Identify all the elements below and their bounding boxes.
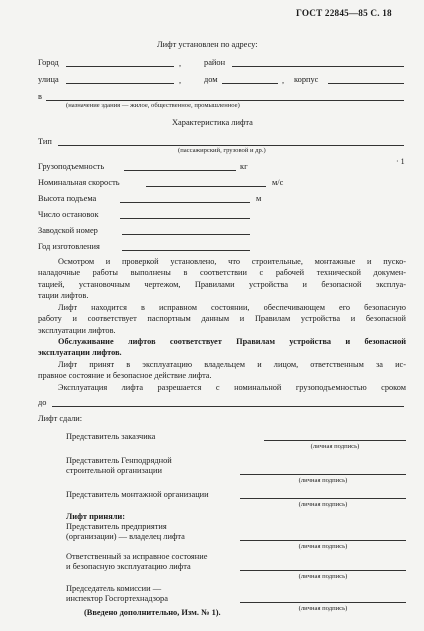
condition-paragraph	[38, 302, 406, 336]
comma-mark: ,	[179, 59, 182, 68]
acceptance-paragraph	[38, 359, 406, 382]
customer-signature-line[interactable]	[264, 440, 406, 441]
building-purpose-field[interactable]	[46, 100, 404, 101]
paragraph-line: Эксплуатация лифта разрешается с номинальной грузоподъемностью сроком	[58, 383, 406, 392]
margin-mark: · 1	[396, 157, 405, 166]
district-field[interactable]	[232, 66, 404, 67]
paragraph-line: эксплуатации лифтов.	[38, 348, 122, 358]
contractor-rep-label-2: строительной организации	[66, 466, 162, 475]
paragraph-line: наладочные работы выполнены в соответствии с рабочей технической докумен-	[38, 268, 406, 278]
capacity-unit: кг	[240, 162, 248, 171]
building-purpose-hint: (назначение здания — жилое, общественное, промышленное)	[66, 102, 240, 109]
paragraph-line: правное состояние и безопасное действие лифта.	[38, 371, 212, 381]
paragraph-line: тации лифтов.	[38, 290, 89, 300]
capacity-field[interactable]	[124, 170, 236, 171]
characteristics-title: Характеристика лифта	[172, 118, 253, 127]
city-field[interactable]	[66, 66, 174, 67]
capacity-label: Грузоподъемность	[38, 162, 105, 171]
signature-hint: (личная подпись)	[310, 443, 360, 450]
contractor-rep-label: Представитель Генподрядной	[66, 456, 172, 465]
chair-signature-line[interactable]	[240, 602, 406, 603]
stops-label: Число остановок	[38, 210, 99, 219]
height-label: Высота подъема	[38, 194, 97, 203]
paragraph-line: работу и соответствует паспортным данным и Правилам устройства и безопасной	[38, 314, 406, 324]
owner-rep-label-2: (организации) — владелец лифта	[66, 532, 185, 541]
stops-field[interactable]	[120, 218, 250, 219]
installer-signature-line[interactable]	[240, 498, 406, 499]
contractor-signature-line[interactable]	[240, 474, 406, 475]
speed-unit: м/с	[272, 178, 284, 187]
year-field[interactable]	[122, 250, 250, 251]
building-field[interactable]	[328, 83, 404, 84]
signature-hint: (личная подпись)	[298, 543, 348, 550]
height-unit: м	[256, 194, 262, 203]
signature-hint: (личная подпись)	[298, 573, 348, 580]
chair-label-2: инспектор Госгортехнадзора	[66, 594, 168, 603]
address-title: Лифт установлен по адресу:	[157, 40, 258, 49]
type-field[interactable]	[58, 145, 404, 146]
serial-label: Заводской номер	[38, 226, 98, 235]
owner-rep-label: Представитель предприятия	[66, 522, 167, 531]
house-field[interactable]	[222, 83, 278, 84]
district-label: район	[204, 58, 226, 67]
serial-field[interactable]	[122, 234, 250, 235]
paragraph-line: тацией, установочным чертежом, Правилами устройства и безопасной эксплуа-	[38, 279, 406, 289]
chair-label: Председатель комиссии —	[66, 584, 162, 593]
operation-paragraph	[38, 382, 406, 393]
city-label: Город	[38, 58, 59, 67]
type-label: Тип	[38, 137, 52, 146]
responsible-label: Ответственный за исправное состояние	[66, 552, 208, 561]
signature-hint: (личная подпись)	[298, 605, 348, 612]
street-field[interactable]	[66, 83, 174, 84]
customer-rep-label: Представитель заказчика	[66, 432, 156, 441]
installer-rep-label: Представитель монтажной организации	[66, 490, 209, 499]
signature-hint: (личная подпись)	[298, 501, 348, 508]
paragraph-line: Осмотром и проверкой установлено, что строительные, монтажные и пуско-	[58, 257, 406, 266]
standard-header: ГОСТ 22845—85 С. 18	[296, 8, 392, 18]
speed-label: Номинальная скорость	[38, 178, 120, 187]
year-label: Год изготовления	[38, 242, 100, 251]
speed-field[interactable]	[146, 186, 266, 187]
paragraph-line: Обслуживание лифтов соответствует Правилам устройства и безопасной	[58, 337, 406, 346]
amendment-note: (Введено дополнительно, Изм. № 1).	[84, 608, 221, 617]
maintenance-paragraph	[38, 336, 406, 359]
height-field[interactable]	[120, 202, 250, 203]
comma-mark: ,	[282, 76, 285, 85]
inspection-paragraph	[38, 256, 406, 301]
paragraph-line: эксплуатации лифтов.	[38, 325, 116, 335]
comma-mark: ,	[179, 76, 182, 85]
until-field[interactable]	[52, 406, 404, 407]
responsible-signature-line[interactable]	[240, 570, 406, 571]
accepted-title: Лифт приняли:	[66, 512, 126, 521]
responsible-label-2: и безопасную эксплуатацию лифта	[66, 562, 191, 571]
building-label: корпус	[294, 75, 319, 84]
house-label: дом	[204, 75, 218, 84]
type-hint: (пассажирский, грузовой и др.)	[178, 147, 266, 154]
owner-signature-line[interactable]	[240, 540, 406, 541]
signature-hint: (личная подпись)	[298, 477, 348, 484]
in-label: в	[38, 92, 42, 101]
until-label: до	[38, 398, 47, 407]
handed-title: Лифт сдали:	[38, 414, 83, 423]
paragraph-line: Лифт принят в эксплуатацию владельцем и лицом, ответственным за ис-	[58, 360, 406, 369]
street-label: улица	[38, 75, 59, 84]
paragraph-line: Лифт находится в исправном состоянии, обеспечивающем его безопасную	[58, 303, 406, 312]
